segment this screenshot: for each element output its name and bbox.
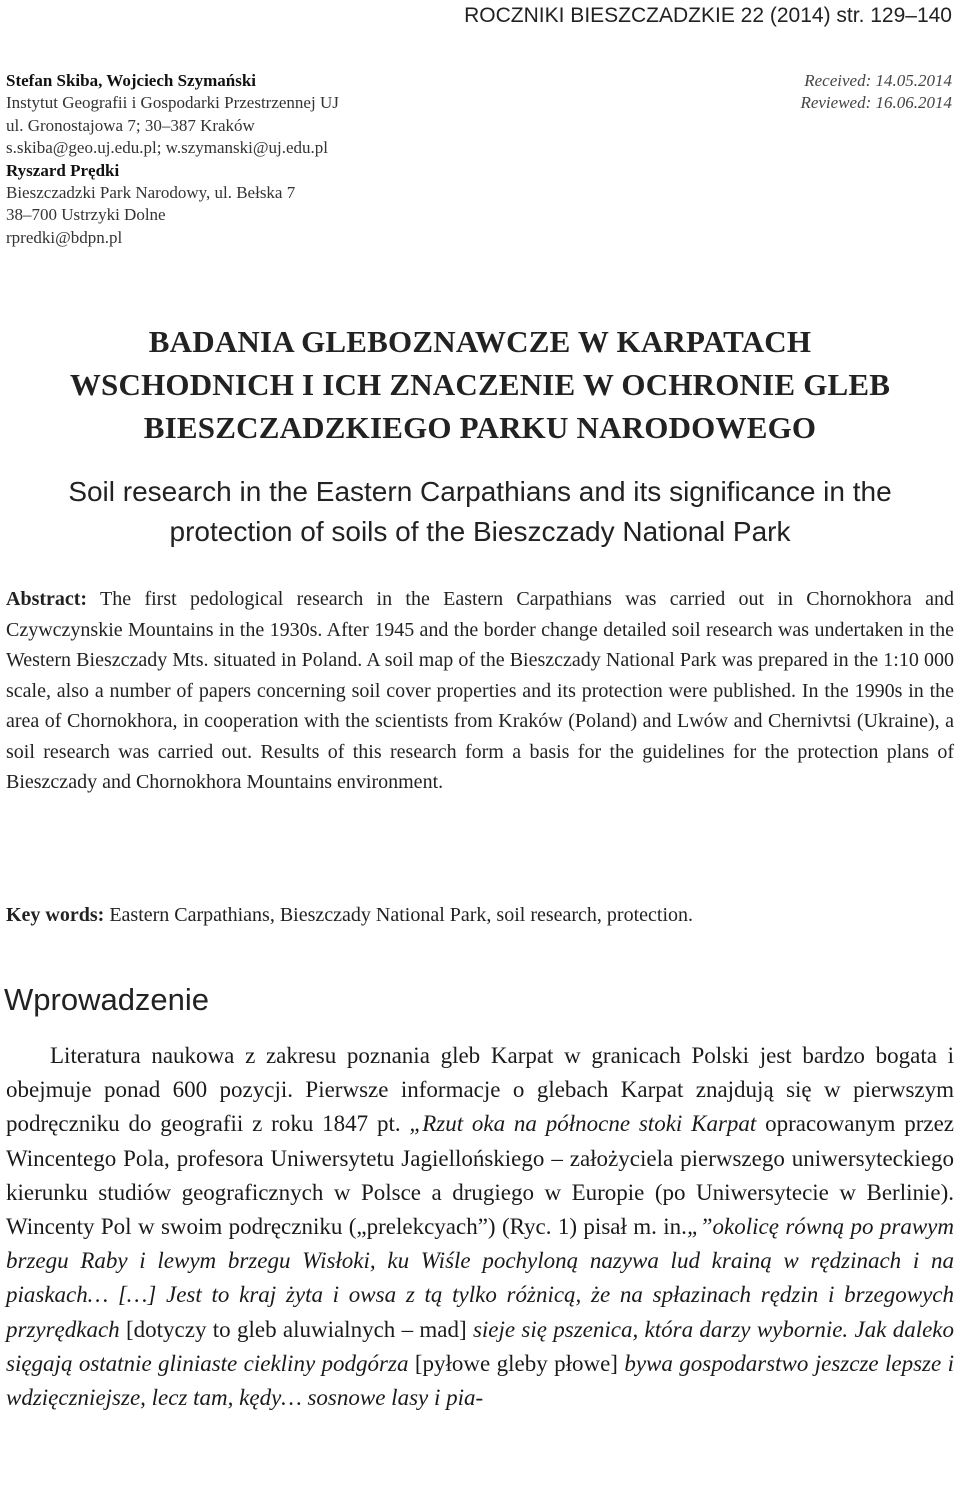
paper-title: [0, 320, 960, 449]
address-1: ul. Gronostajowa 7; 30–387 Kraków: [6, 115, 255, 135]
intro-text-4: [pyłowe gleby płowe]: [408, 1350, 625, 1376]
author-block: [6, 70, 339, 249]
reviewed-date: Reviewed: 16.06.2014: [800, 93, 952, 113]
affiliation-2: Bieszczadzki Park Narodowy, ul. Bełska 7: [6, 183, 296, 203]
title-line-3: BIESZCZADZKIEGO PARKU NARODOWEGO: [143, 410, 817, 445]
author-names-2: Ryszard Prędki: [6, 160, 120, 180]
title-line-1: BADANIA GLEBOZNAWCZE W KARPATACH: [148, 324, 812, 359]
subtitle-line-2: protection of soils of the Bieszczady National Park: [169, 516, 791, 547]
email-1: s.skiba@geo.uj.edu.pl; w.szymanski@uj.edu.pl: [6, 138, 329, 158]
section-heading: Wprowadzenie: [4, 982, 210, 1017]
keywords-label: Key words:: [6, 904, 105, 926]
keywords: [6, 900, 954, 930]
received-date: Received: 14.05.2014: [804, 71, 952, 90]
intro-italic-3: sieje się pszenica, która darzy wybornie. Jak daleko sięgają ostatnie gliniaste ciekliny podgórza: [6, 1316, 955, 1376]
intro-italic-1: „Rzut oka na północne stoki Karpat: [409, 1111, 757, 1137]
affiliation-1: Instytut Geografii i Gospodarki Przestrzennej UJ: [6, 93, 339, 113]
journal-header: ROCZNIKI BIESZCZADZKIE 22 (2014) str. 129–140: [464, 4, 952, 27]
abstract: [6, 584, 954, 798]
intro-text-1: Literatura naukowa z zakresu poznania gleb Karpat w granicach Polski jest bardzo bogata i obejmuje ponad 600 pozycji. Pierwsze informacje o glebach Karpat znajdują się w pierwszym podręczniku do geografii z roku 1847 pt.: [6, 1043, 954, 1137]
abstract-text: The first pedological research in the Eastern Carpathians was carried out in Chornokhora and Czywczynskie Mountains in the 1930s. After 1945 and the border change detailed soil research was undertaken in the Western Bieszczady Mts. situated in Poland. A soil map of the Bieszczady National Park was prepared in the 1:10 000 scale, also a number of papers concerning soil cover properties and its protection were published. In the 1990s in the area of Chornokhora, in cooperation with the scientists from Kraków (Poland) and Lwów and Chernivtsi (Ukraine), a soil research was carried out. Results of this research form a basis for the guidelines for the protection plans of Bieszczady and Chornokhora Mountains environment.: [6, 588, 954, 793]
english-title: [0, 472, 960, 552]
intro-italic-4: bywa gospodarstwo jeszcze lepsze i wdzięczniejsze, lecz tam, kędy… sosnowe lasy i pia-: [6, 1350, 954, 1411]
title-line-2: WSCHODNICH I ICH ZNACZENIE W OCHRONIE GLEB: [69, 367, 891, 402]
subtitle-line-1: Soil research in the Eastern Carpathians and its significance in the: [68, 476, 892, 507]
date-block: [800, 70, 952, 115]
intro-italic-2: „”okolicę równą po prawym brzegu Raby i lewym brzegu Wisłoki, ku Wiśle pochyloną nazywa lud krainą w rędzinach i na piaskach… […] Jest to kraj żyta i owsa z tą tylko różnicą, że na spłazinach rędzin i brzegowych przyrędkach: [6, 1214, 954, 1342]
intro-text-3: [dotyczy to gleb aluwialnych – mad]: [119, 1316, 473, 1342]
intro-paragraph: [6, 1039, 954, 1415]
keywords-text: Eastern Carpathians, Bieszczady National Park, soil research, protection.: [104, 904, 694, 926]
abstract-label: Abstract:: [6, 588, 88, 610]
email-2: rpredki@bdpn.pl: [6, 227, 123, 247]
address-2: 38–700 Ustrzyki Dolne: [6, 205, 166, 225]
intro-text-2: opracowanym przez Wincentego Pola, profesora Uniwersytetu Jagiellońskiego – założyciela pierwszego uniwersyteckiego kierunku studiów geograficznych w Polsce a drugiego w Europie (po Uniwersytecie w Berlinie). Wincenty Pol w swoim podręczniku („prelekcyach”) (Ryc. 1) pisał m. in.: [6, 1111, 954, 1240]
author-names-1: Stefan Skiba, Wojciech Szymański: [6, 71, 257, 90]
